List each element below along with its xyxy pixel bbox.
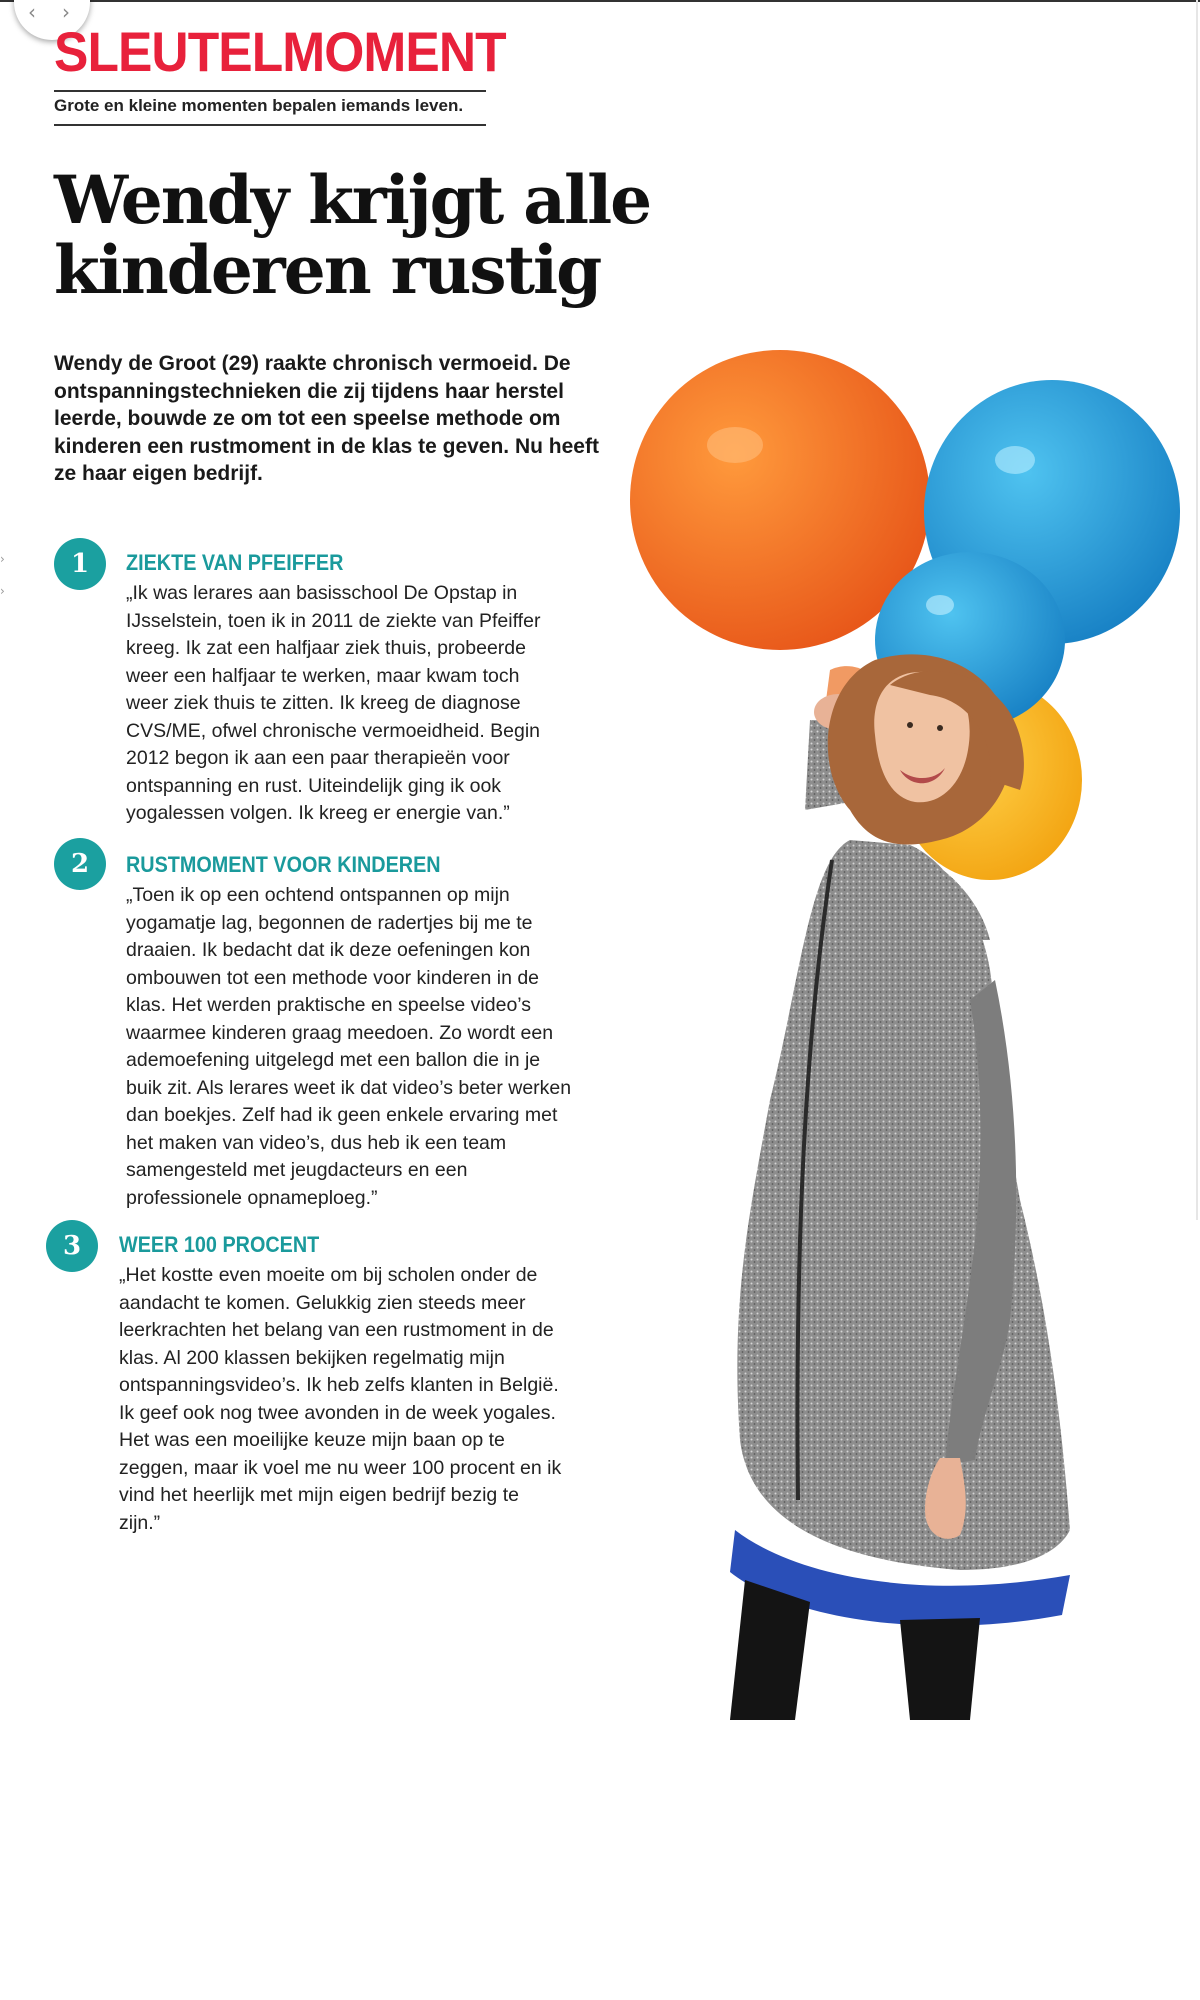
- step-number-badge: 1: [54, 538, 106, 590]
- article-headline: Wendy krijgt alle kinderen rustig: [54, 161, 651, 309]
- step-body: „Ik was lerares aan basisschool De Opstap in IJsselstein, toen ik in 2011 de ziekte van Pfeiffer kreeg. Ik zat een halfjaar ziek thuis, probeerde weer een halfjaar te werken, maar kwam toch weer ziek thuis te zitten. Ik kreeg de diagnose CVS/ME, ofwel chronische vermoeidheid. Begin 2012 begon ik aan een paar therapieën voor ontspanning en rust. Uiteindelijk ging ik ook yogalessen volgen. Ik kreeg er energie van.”: [126, 582, 541, 824]
- balloon-woman-photo: [600, 340, 1200, 1720]
- top-border: [0, 0, 1200, 2]
- side-arrow-icon: ›: [0, 552, 5, 566]
- kicker-rule-bottom: [54, 124, 486, 126]
- step-title: ZIEKTE VAN PFEIFFER: [126, 550, 344, 575]
- step-title: WEER 100 PROCENT: [119, 1232, 320, 1257]
- side-arrow-icon: ›: [0, 584, 5, 598]
- step-body: „Het kostte even moeite om bij scholen onder de aandacht te komen. Gelukkig zien steeds meer leerkrachten het belang van een rustmoment in de klas. Al 200 klassen bekijken regelmatig mijn ontspanningsvideo’s. Ik heb zelfs klanten in België. Ik geef ook nog twee avonden in de week yogales. Het was een moeilijke keuze mijn baan op te zeggen, maar ik voel me nu weer 100 procent en ik vind het heerlijk met mijn eigen bedrijf bezig te zijn.”: [119, 1264, 562, 1534]
- section-tagline: Grote en kleine momenten bepalen iemands leven.: [54, 96, 464, 115]
- chevron-left-icon[interactable]: ‹: [28, 0, 36, 24]
- step-body: „Toen ik op een ochtend ontspannen op mijn yogamatje lag, begonnen de radertjes bij me te draaien. Ik bedacht dat ik deze oefeningen kon ombouwen tot een methode voor kinderen in de klas. Het werden praktische en speelse video’s waarmee kinderen graag meedoen. Zo wordt een ademoefening uitgelegd met een ballon die in je buik zit. Als lerares weet ik dat video’s beter werken dan boekjes. Zelf had ik geen enkele ervaring met het maken van video’s, dus heb ik een team samengesteld met jeugdacteurs en een professionele opnameploeg.”: [126, 884, 572, 1209]
- article-intro: Wendy de Groot (29) raakte chronisch vermoeid. De ontspanningstechnieken die zij tijdens haar herstel leerde, bouwde ze om tot een speelse methode om kinderen een rustmoment in de klas te geven. Nu heeft ze haar eigen bedrijf.: [54, 352, 599, 485]
- chevron-right-icon[interactable]: ›: [62, 0, 70, 24]
- kicker-rule-top: [54, 90, 486, 92]
- step-number-badge: 2: [54, 838, 106, 890]
- step-number-badge: 3: [46, 1220, 98, 1272]
- step-title: RUSTMOMENT VOOR KINDEREN: [126, 852, 441, 877]
- section-kicker: SLEUTELMOMENT: [54, 20, 506, 83]
